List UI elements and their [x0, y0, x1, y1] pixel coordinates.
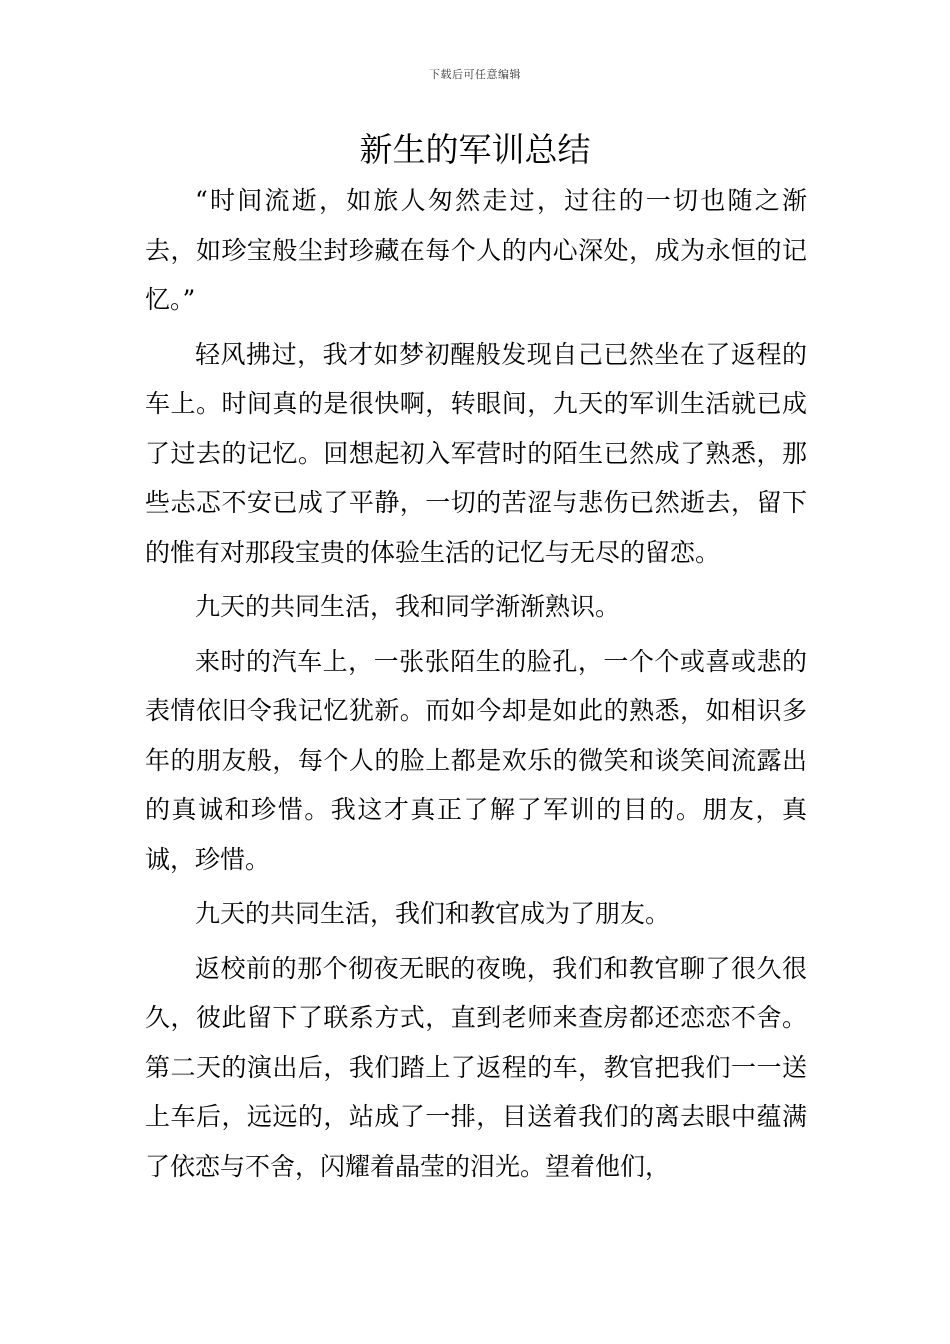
paragraph-quote: “时间流逝，如旅人匆然走过，过往的一切也随之渐去，如珍宝般尘封珍藏在每个人的内心深处，成为永恒的记忆。”: [145, 186, 807, 314]
paragraph-instructors: 九天的共同生活，我们和教官成为了朋友。: [195, 899, 671, 928]
paragraph-classmates: 九天的共同生活，我和同学渐渐熟识。: [195, 592, 621, 621]
document-title: 新生的军训总结: [359, 130, 591, 169]
paragraph-bus: 来时的汽车上，一张张陌生的脸孔，一个个或喜或悲的表情依旧令我记忆犹新。而如今却是如此的熟悉，如相识多年的朋友般，每个人的脸上都是欢乐的微笑和谈笑间流露出的真诚和珍惜。我这才真正了解了军训的目的。朋友，真诚，珍惜。: [145, 646, 807, 874]
document-body: [145, 176, 807, 1191]
paragraph-breeze: 轻风拂过，我才如梦初醒般发现自己已然坐在了返程的车上。时间真的是很快啊，转眼间，九天的军训生活就已成了过去的记忆。回想起初入军营时的陌生已然成了熟悉，那些忐忑不安已成了平静，一切的苦涩与悲伤已然逝去，留下的惟有对那段宝贵的体验生活的记忆与无尽的留恋。: [145, 339, 807, 567]
header-note: 下载后可任意编辑: [429, 68, 521, 81]
paragraph-farewell: 返校前的那个彻夜无眠的夜晚，我们和教官聊了很久很久，彼此留下了联系方式，直到老师来查房都还恋恋不舍。第二天的演出后，我们踏上了返程的车，教官把我们一一送上车后，远远的，站成了一排，目送着我们的离去眼中蕴满了依恋与不舍，闪耀着晶莹的泪光。望着他们，: [145, 953, 807, 1181]
